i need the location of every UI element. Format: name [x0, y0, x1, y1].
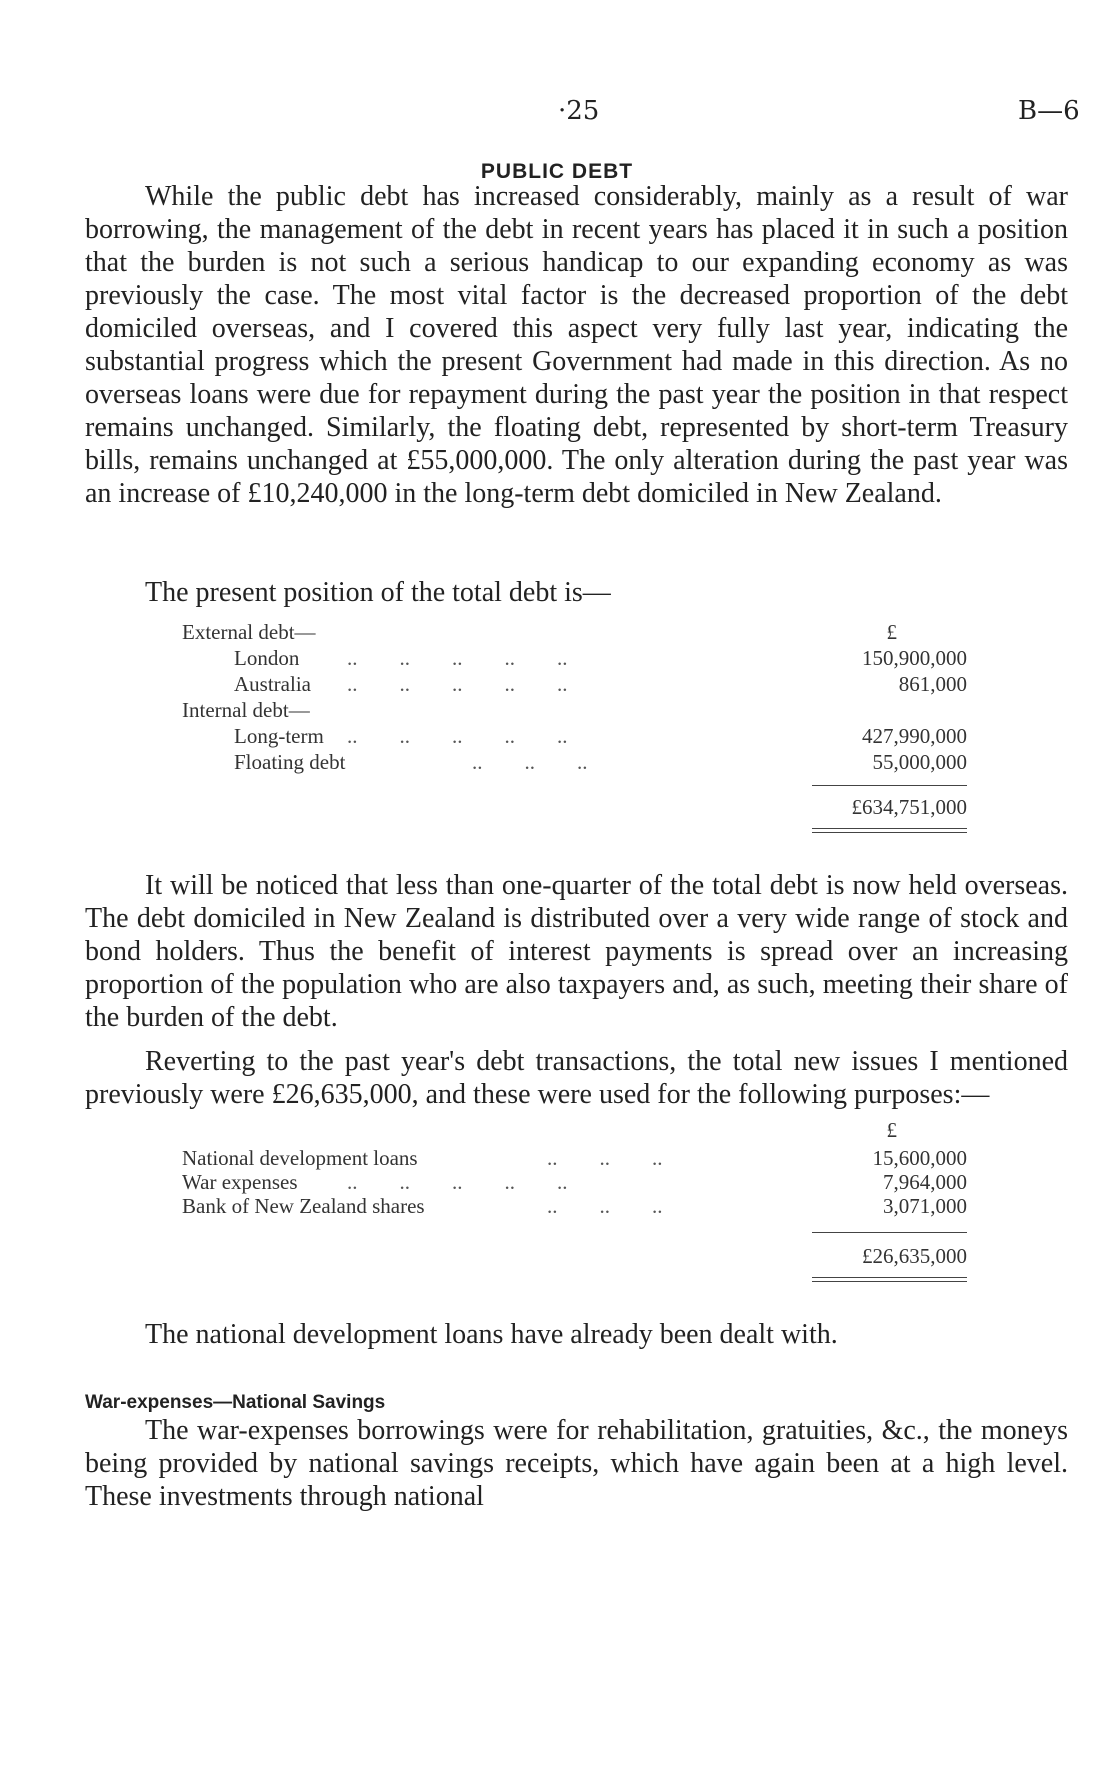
issue-row-amount: 15,600,000 [872, 1146, 967, 1170]
debt-row-amount: 427,990,000 [862, 724, 967, 748]
page-title: PUBLIC DEBT [480, 160, 634, 183]
debt-row-amount: 150,900,000 [862, 646, 967, 670]
paragraph-intro: While the public debt has increased considerably, mainly as a result of war borrowing, the management of the debt in recent years has placed it in such a position that the burden is not such a serious handicap to our expanding economy as was previously the case. The most vital factor is the decreased proportion of the debt domiciled overseas, and I covered this aspect very fully last year, indicating the substantial progress which the present Government had made in this direction. As no overseas loans were due for repayment during the past year the position in that respect remains unchanged. Similarly, the floating debt, represented by short-term Treasury bills, remains unchanged at £55,000,000. The only alteration during the past year was an increase of £10,240,000 in the long-term debt domiciled in New Zealand. [85, 181, 1068, 509]
debt-row-label: Floating debt [234, 750, 346, 774]
paragraph-transactions: Reverting to the past year's debt transactions, the total new issues I mentioned previously were £26,635,000, and these were used for the following purposes:— [85, 1046, 1068, 1110]
issue-row-amount: 3,071,000 [883, 1194, 967, 1218]
issue-row-label: War expenses [182, 1170, 298, 1194]
paragraph-overseas: It will be noticed that less than one-quarter of the total debt is now held overseas. The debt domiciled in New Zealand is distributed over a very wide range of stock and bond holders. Thus the benefit of interest payments is spread over an increasing proportion of the population who are also taxpayers and, as such, meeting their share of the burden of the debt. [85, 870, 1068, 1033]
paragraph-war-expenses: The war-expenses borrowings were for rehabilitation, gratuities, &c., the moneys being provided by national savings receipts, which have again been at a high level. These investments through national [85, 1415, 1068, 1512]
issue-row-label: National development loans [182, 1146, 418, 1170]
paragraph-position-lead: The present position of the total debt is— [145, 577, 611, 608]
currency-header: £ [886, 620, 897, 644]
paragraph-ndl: The national development loans have already been dealt with. [145, 1319, 838, 1350]
issues-total: £26,635,000 [862, 1244, 967, 1268]
debt-row-label: London [234, 646, 300, 670]
internal-debt-label: Internal debt— [182, 698, 310, 722]
section-heading: War-expenses—National Savings [85, 1392, 386, 1413]
document-reference: B—6 [1018, 96, 1080, 126]
external-debt-label: External debt— [182, 620, 316, 644]
total-double-rule [812, 1277, 967, 1278]
debt-row-amount: 861,000 [898, 672, 967, 696]
subtotal-rule [812, 785, 967, 786]
debt-row-amount: 55,000,000 [872, 750, 967, 774]
debt-row-label: Australia [234, 672, 311, 696]
debt-row-label: Long-term [234, 724, 324, 748]
total-double-rule [812, 1281, 967, 1282]
debt-total: £634,751,000 [851, 795, 967, 819]
total-double-rule [812, 828, 967, 829]
subtotal-rule [812, 1232, 967, 1233]
issue-row-label: Bank of New Zealand shares [182, 1194, 425, 1218]
issue-row-amount: 7,964,000 [883, 1170, 967, 1194]
page-number: ·25 [558, 96, 600, 126]
total-double-rule [812, 832, 967, 833]
currency-header: £ [886, 1118, 897, 1142]
